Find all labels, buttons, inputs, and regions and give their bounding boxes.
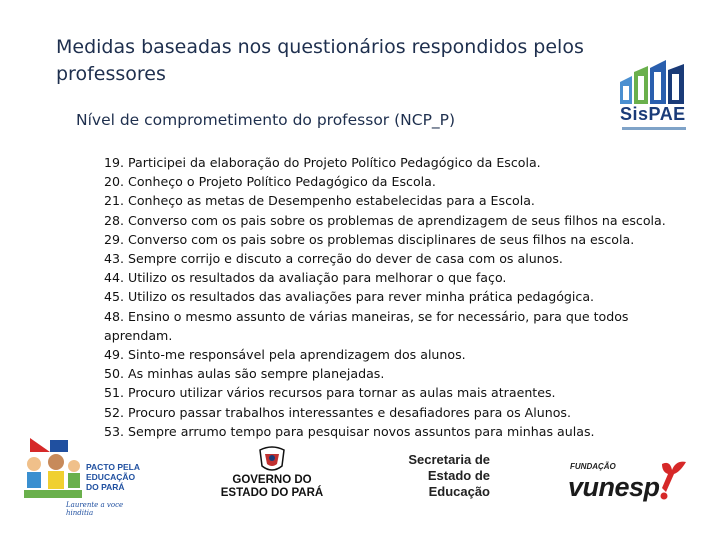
list-item: 52. Procuro passar trabalhos interessantes e desafiadores para os Alunos. xyxy=(104,404,572,420)
list-item: 28. Converso com os pais sobre os problemas de aprendizagem de seus filhos na escola. xyxy=(104,212,666,228)
seduc-line-2: Estado de xyxy=(427,468,490,483)
list-item: 48. Ensino o mesmo assunto de várias maneiras, se for necessário, para que todos aprendam. xyxy=(104,308,629,343)
governo-para-logo xyxy=(212,446,332,506)
seduc-line-3: Educação xyxy=(428,484,490,499)
vunesp-name: vunesp xyxy=(568,472,660,502)
sispae-logo xyxy=(612,60,694,132)
pacto-text: PACTO PELA EDUCAÇÃO DO PARÁ xyxy=(86,462,140,492)
list-item: 21. Conheço as metas de Desempenho estabelecidas para a Escola. xyxy=(104,193,535,209)
list-item: 53. Sempre arrumo tempo para pesquisar novos assuntos para minhas aulas. xyxy=(104,423,595,439)
page-title: Medidas baseadas nos questionários respondidos pelos professores xyxy=(56,36,584,85)
list-item: 43. Sempre corrijo e discuto a correção do dever de casa com os alunos. xyxy=(104,251,563,267)
list-item: 20. Conheço o Projeto Político Pedagógico da Escola. xyxy=(104,174,436,190)
vunesp-mark-icon xyxy=(656,458,690,502)
sispae-name: SisPAE xyxy=(620,104,686,124)
pacto-signature: Laurente a voce hinditia xyxy=(66,501,124,517)
question-list xyxy=(104,153,694,441)
vunesp-logo xyxy=(568,462,698,512)
seduc-logo xyxy=(380,452,490,500)
list-item: 49. Sinto-me responsável pela aprendizagem dos alunos. xyxy=(104,347,466,363)
list-item: 29. Converso com os pais sobre os problemas disciplinares de seus filhos na escola. xyxy=(104,231,635,247)
children-icon xyxy=(20,434,86,504)
seduc-line-1: Secretaria de xyxy=(408,452,490,467)
governo-text: GOVERNO DO ESTADO DO PARÁ xyxy=(220,474,324,499)
pacto-educacao-logo xyxy=(20,434,150,517)
list-item: 50. As minhas aulas são sempre planejadas. xyxy=(104,366,385,382)
section-subtitle: Nível de comprometimento do professor (NCP_P) xyxy=(76,111,456,129)
sispae-tagline xyxy=(622,127,686,130)
list-item: 19. Participei da elaboração do Projeto Político Pedagógico da Escola. xyxy=(104,155,541,170)
list-item: 45. Utilizo os resultados das avaliações para rever minha prática pedagógica. xyxy=(104,289,595,305)
list-item: 44. Utilizo os resultados da avaliação para melhorar o que faço. xyxy=(104,270,507,286)
vunesp-fundacao: FUNDAÇÃO xyxy=(570,462,616,471)
list-item: 51. Procuro utilizar vários recursos para tornar as aulas mais atraentes. xyxy=(104,385,556,401)
coat-of-arms-icon xyxy=(256,446,288,474)
buildings-icon xyxy=(618,60,690,104)
